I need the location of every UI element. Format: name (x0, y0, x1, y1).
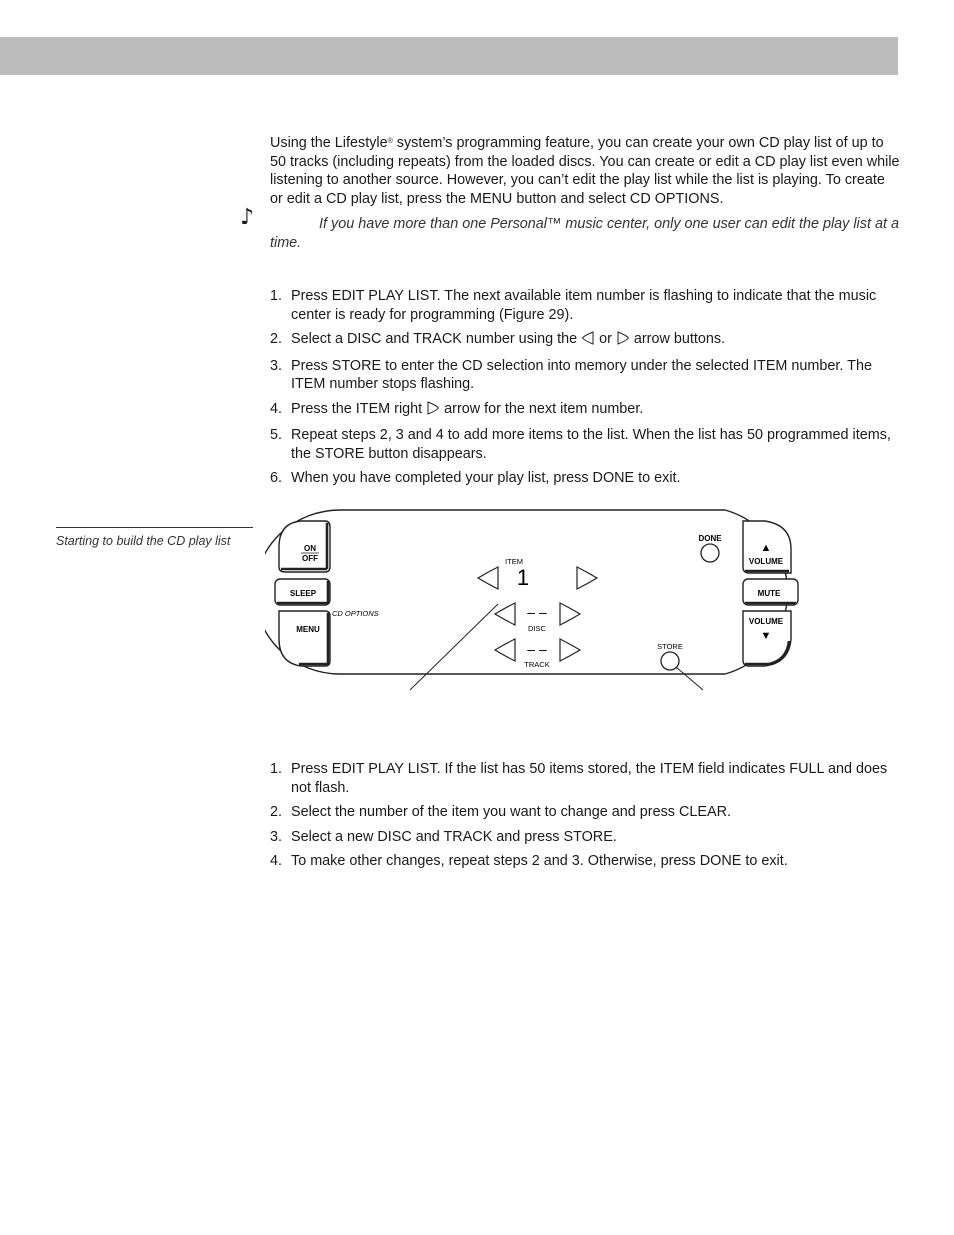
done-label: DONE (698, 534, 722, 543)
intro-paragraph (270, 134, 900, 208)
step-number: 5. (270, 427, 283, 443)
list-item (270, 828, 902, 847)
step-text: Select a new DISC and TRACK and press STORE. (291, 828, 617, 845)
cd-options-label: CD OPTIONS (332, 609, 379, 618)
create-steps-list (270, 287, 902, 494)
step-text: arrow for the next item number. (440, 400, 644, 417)
step-text: Select a DISC and TRACK number using the (291, 331, 582, 347)
volume-up-button[interactable] (743, 521, 791, 573)
sleep-button[interactable] (275, 579, 330, 605)
header-bar (0, 37, 898, 75)
left-arrow-icon (581, 331, 595, 351)
off-label: OFF (302, 554, 318, 563)
volume-down-label: VOLUME (748, 617, 784, 626)
mute-label: MUTE (757, 589, 781, 598)
step-text: Press the ITEM right (291, 400, 427, 417)
list-item (270, 803, 902, 822)
caption-rule (56, 527, 253, 528)
list-item (270, 400, 902, 421)
step-text: Press STORE to enter the CD selection into memory under the selected ITEM number. The ITEM number stops flashing. (291, 357, 872, 392)
intro-text-2: system’s programming feature, you can create your own CD play list of up to 50 tracks (including repeats) from the loaded discs. You can create or edit a CD play list even while listening to another source. However, you can’t edit the play list while the list is playing. To create or edit a CD play list, press the MENU button and select CD OPTIONS. (270, 135, 900, 207)
list-item (270, 357, 902, 394)
step-number: 2. (270, 804, 283, 820)
list-item (270, 330, 902, 351)
step-number: 2. (270, 331, 283, 347)
volume-up-icon: ▲ (760, 542, 772, 554)
registered-mark: ® (387, 138, 393, 145)
list-item (270, 287, 902, 324)
step-number: 6. (270, 470, 283, 486)
music-note-icon: ♪ (240, 205, 255, 230)
step-text: When you have completed your play list, press DONE to exit. (291, 470, 681, 486)
list-item (270, 760, 902, 797)
disc-label: DISC (528, 624, 546, 633)
track-value: – – (527, 641, 547, 657)
remote-display-figure (265, 505, 805, 695)
step-text: Repeat steps 2, 3 and 4 to add more items to the list. When the list has 50 programmed items, the STORE button disappears. (291, 427, 891, 462)
menu-button[interactable] (279, 611, 330, 666)
step-number: 1. (270, 761, 283, 777)
step-text: Press EDIT PLAY LIST. The next available item number is flashing to indicate that the music center is ready for programming (Figure 29). (291, 288, 877, 323)
track-label: TRACK (524, 660, 550, 669)
list-item (270, 469, 902, 488)
menu-label: MENU (296, 625, 320, 634)
on-label: ON (304, 544, 316, 553)
step-text: or (595, 331, 616, 347)
step-number: 4. (270, 400, 283, 417)
volume-up-label: VOLUME (748, 557, 784, 566)
step-number: 3. (270, 828, 283, 845)
store-label: STORE (657, 642, 683, 651)
item-value: 1 (516, 565, 530, 590)
edit-steps-list (270, 760, 902, 877)
mute-button[interactable] (743, 579, 798, 605)
step-number: 4. (270, 853, 283, 869)
item-label: ITEM (505, 557, 523, 566)
step-text: Press EDIT PLAY LIST. If the list has 50 items stored, the ITEM field indicates FULL and does not flash. (291, 761, 888, 796)
right-arrow-icon (616, 331, 630, 351)
note-text: If you have more than one Personal™ music center, only one user can edit the play list at a time. (270, 216, 899, 251)
list-item (270, 426, 902, 463)
step-text: Select the number of the item you want to change and press CLEAR. (291, 804, 731, 820)
step-text: To make other changes, repeat steps 2 and 3. Otherwise, press DONE to exit. (291, 853, 788, 869)
step-number: 1. (270, 288, 283, 304)
on-off-button[interactable] (279, 521, 330, 572)
step-number: 3. (270, 357, 283, 374)
done-button[interactable] (701, 544, 719, 562)
volume-down-button[interactable] (743, 611, 791, 666)
disc-value: – – (527, 604, 547, 620)
volume-down-icon: ▼ (760, 630, 772, 642)
sleep-label: SLEEP (289, 589, 317, 598)
figure-caption: Starting to build the CD play list (56, 534, 231, 548)
right-arrow-icon (426, 401, 440, 421)
intro-text-1: Using the Lifestyle (270, 135, 388, 151)
list-item (270, 852, 902, 871)
step-text: arrow buttons. (629, 331, 726, 347)
